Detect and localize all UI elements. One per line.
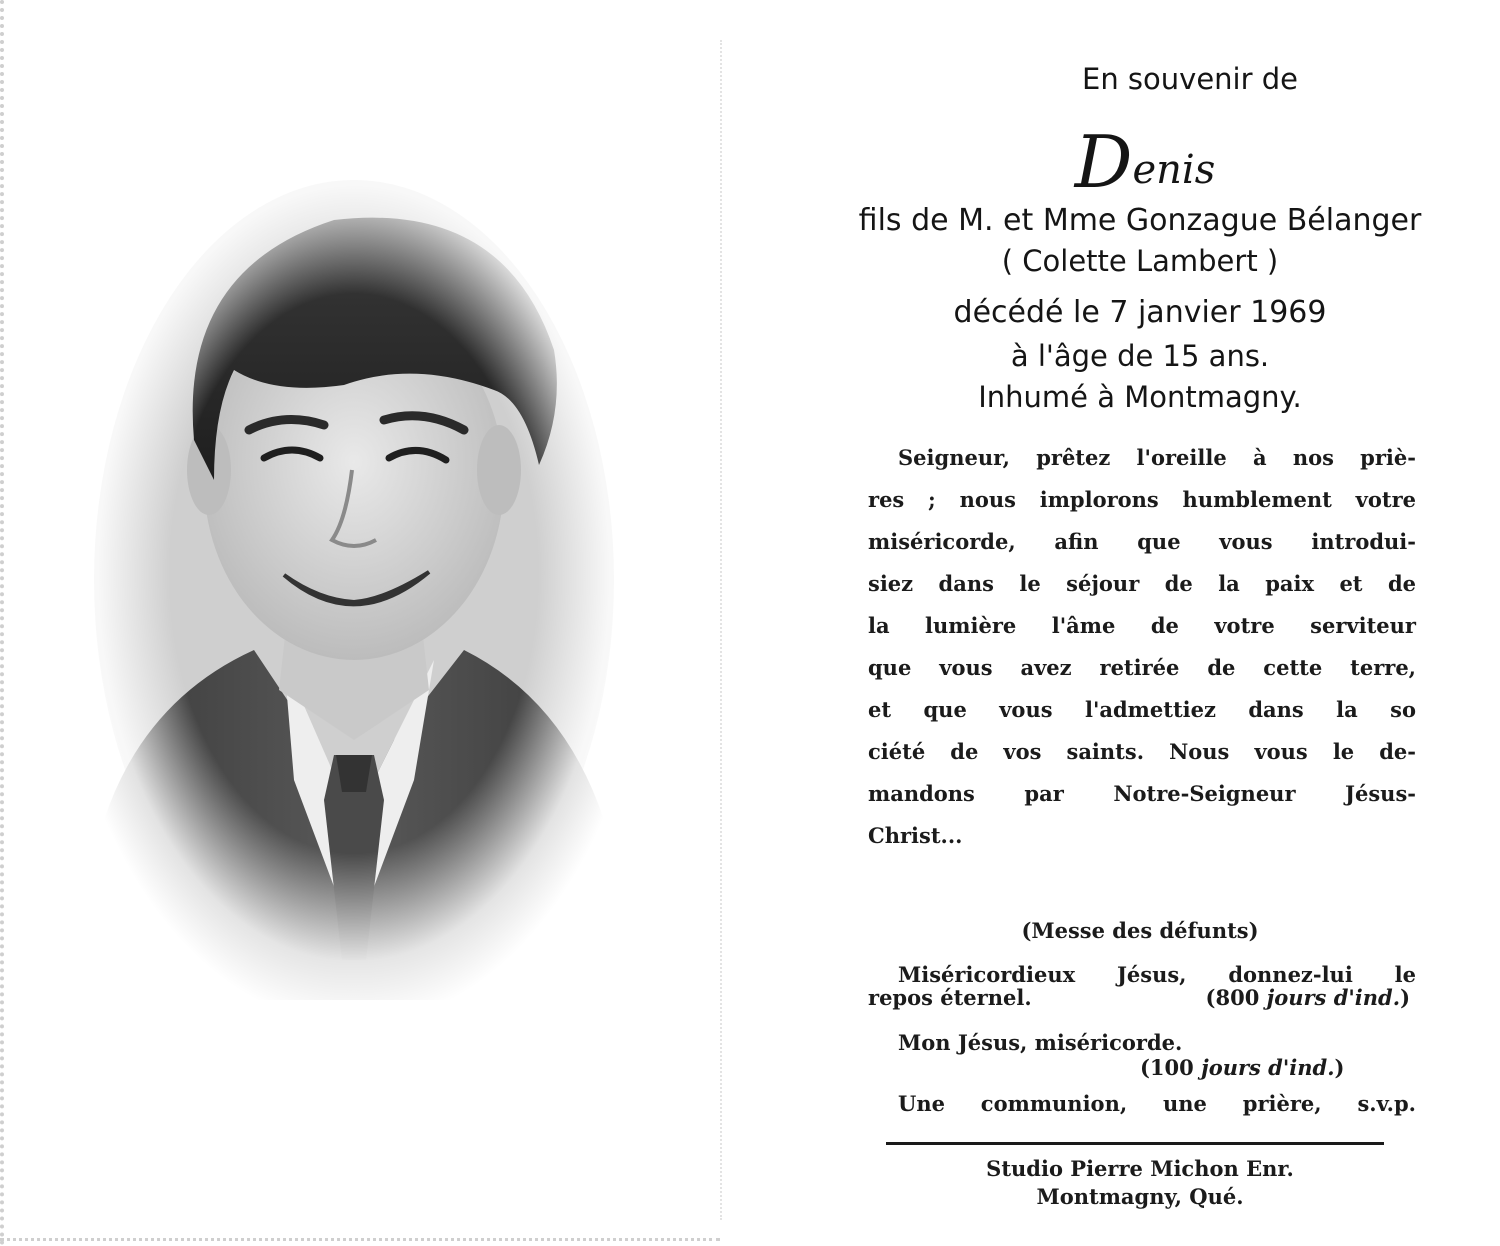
invocation-1-line-1: Miséricordieux Jésus, donnez-lui le [898,962,1416,987]
prayer-request: Une communion, une prière, s.v.p. [898,1091,1416,1116]
invocation-1-text: repos éternel. [868,985,1032,1010]
memorial-portrait-photo [84,180,624,1000]
prayer-line: mandons par Notre-Seigneur Jésus- [868,781,1416,806]
invocation-1-indulgence [1206,985,1410,1010]
ind-open: (800 [1205,985,1267,1010]
heading-en-souvenir: En souvenir de [1082,62,1298,96]
prayer-line: ciété de vos saints. Nous vous le de- [868,739,1416,764]
studio-city: Montmagny, Qué. [1036,1184,1244,1209]
divider-rule [886,1142,1384,1145]
prayer-line: siez dans le séjour de la paix et de [868,571,1416,596]
prayer-line: res ; nous implorons humblement votre [868,487,1416,512]
perforated-edge [0,1238,720,1241]
name-rest: enis [1132,147,1216,193]
prayer-line: la lumière l'âme de votre serviteur [868,613,1416,638]
ind-days: jours d'ind. [1266,985,1401,1010]
age-line: à l'âge de 15 ans. [1010,339,1270,373]
prayer-paragraph [868,437,1416,857]
ind-open: (100 [1140,1055,1202,1080]
prayer-line: Christ... [868,823,963,848]
ind-close: ) [1400,985,1410,1010]
prayer-line: que vous avez retirée de cette terre, [868,655,1416,680]
invocation-1-line-2 [868,985,1416,1010]
invocation-2-indulgence [1140,1055,1344,1080]
prayer-line: miséricorde, afin que vous introdui- [868,529,1416,554]
ind-days: jours d'ind. [1201,1055,1335,1080]
prayer-line: et que vous l'admettiez dans la so [868,697,1416,722]
prayer-line: Seigneur, prêtez l'oreille à nos priè- [898,445,1416,470]
mass-title: (Messe des défunts) [1021,918,1259,943]
deceased-name [1060,120,1230,204]
mother-maiden-name: ( Colette Lambert ) [1001,244,1279,278]
name-initial: D [1074,120,1133,204]
studio-name: Studio Pierre Michon Enr. [986,1156,1294,1181]
parents-line: fils de M. et Mme Gonzague Bélanger [858,203,1422,238]
portrait-panel [0,0,720,1246]
death-date-line: décédé le 7 janvier 1969 [953,295,1327,330]
burial-line: Inhumé à Montmagny. [978,380,1302,414]
invocation-2: Mon Jésus, miséricorde. [898,1030,1183,1055]
ind-close: ) [1334,1055,1345,1080]
